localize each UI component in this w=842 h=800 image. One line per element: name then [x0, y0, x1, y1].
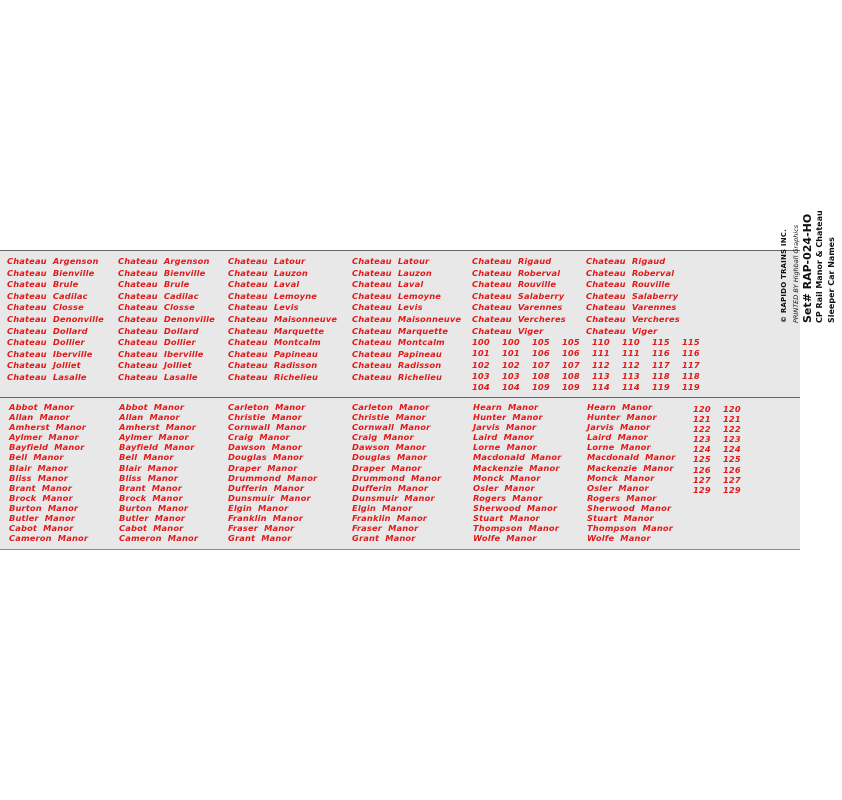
car-number: 114	[622, 382, 640, 393]
car-number: 117	[682, 359, 700, 370]
decal-name: Douglas Manor	[352, 452, 428, 463]
decal-name: Elgin Manor	[228, 502, 289, 513]
decal-name: Laird Manor	[587, 432, 648, 443]
decal-name: Chateau Rigaud	[586, 256, 666, 266]
car-number: 110	[622, 337, 640, 347]
decal-name: Burton Manor	[119, 502, 189, 513]
decal-name: Chateau Richelieu	[352, 371, 443, 382]
decal-name: Chateau Lauzon	[228, 267, 308, 278]
car-number: 111	[622, 348, 640, 359]
decal-name: Allan Manor	[119, 412, 180, 423]
car-number: 113	[592, 370, 610, 381]
chateau-column-2	[118, 256, 215, 384]
car-number: 105	[562, 337, 580, 347]
set-number: Set# RAP-024-HO	[801, 213, 814, 323]
sheet-subtitle: Sleeper Car Names	[827, 237, 836, 323]
decal-name: Chateau Montcalm	[228, 337, 321, 348]
chateau-column-5	[472, 256, 566, 337]
car-number: 105	[532, 337, 550, 347]
car-number: 123	[693, 434, 711, 445]
car-number: 109	[562, 382, 580, 393]
car-number: 120	[693, 404, 711, 414]
decal-name: Chateau Bienville	[118, 267, 206, 278]
decal-name: Brock Manor	[9, 492, 73, 503]
copyright-text: © RAPIDO TRAINS INC.	[780, 229, 788, 323]
car-number: 102	[502, 359, 520, 370]
chateau-column-3	[228, 256, 337, 384]
decal-name: Jarvis Manor	[587, 422, 651, 433]
decal-name: Craig Manor	[228, 432, 290, 443]
decal-name: Thompson Manor	[473, 523, 559, 534]
decal-name: Chateau Vercheres	[472, 313, 566, 324]
decal-name: Chateau Viger	[586, 325, 658, 336]
car-number: 109	[532, 382, 550, 393]
decal-name: Sherwood Manor	[473, 502, 558, 513]
decal-name: Mackenzie Manor	[587, 462, 674, 473]
decal-name: Cornwall Manor	[352, 422, 431, 433]
decal-name: Hunter Manor	[587, 412, 657, 423]
car-number: 122	[693, 424, 711, 435]
decal-name: Christie Manor	[228, 412, 302, 423]
decal-name: Chateau Papineau	[228, 348, 318, 359]
car-number-column-1	[693, 404, 711, 495]
sheet-title: CP Rail Manor & Chateau	[815, 210, 824, 323]
decal-name: Chateau Iberville	[7, 348, 93, 359]
decal-name: Chateau Lauzon	[352, 267, 432, 278]
decal-name: Monck Manor	[473, 472, 541, 483]
decal-name: Wolfe Manor	[587, 533, 651, 544]
decal-name: Cameron Manor	[9, 533, 89, 544]
decal-name: Amherst Manor	[119, 422, 197, 433]
car-number: 118	[682, 370, 700, 381]
decal-name: Chateau Roberval	[586, 267, 675, 278]
car-number: 106	[532, 348, 550, 359]
decal-name: Dufferin Manor	[352, 482, 429, 493]
decal-name: Hearn Manor	[587, 402, 653, 412]
decal-name: Hearn Manor	[473, 402, 539, 412]
car-number: 124	[693, 444, 711, 455]
decal-name: Butler Manor	[119, 513, 186, 524]
decal-name: Chateau Dollard	[118, 325, 199, 336]
manor-column-5	[473, 402, 561, 543]
decal-name: Chateau Levis	[352, 302, 423, 313]
decal-name: Bell Manor	[119, 452, 174, 463]
car-number: 124	[723, 444, 741, 455]
car-number: 102	[472, 359, 490, 370]
manor-column-1	[9, 402, 88, 543]
decal-name: Chateau Papineau	[352, 348, 442, 359]
decal-name: Hunter Manor	[473, 412, 543, 423]
decal-name: Chateau Dollier	[7, 337, 85, 348]
car-number: 115	[652, 337, 670, 347]
decal-name: Chateau Closse	[7, 302, 84, 313]
car-number: 112	[622, 359, 640, 370]
car-number: 119	[682, 382, 700, 393]
decal-name: Chateau Argenson	[118, 256, 210, 266]
decal-name: Brock Manor	[119, 492, 183, 503]
car-number: 100	[472, 337, 490, 347]
decal-name: Chateau Roberval	[472, 267, 561, 278]
car-number: 108	[562, 370, 580, 381]
decal-name: Butler Manor	[9, 513, 76, 524]
chateau-column-1	[7, 256, 104, 384]
car-number: 126	[723, 464, 741, 475]
car-number: 112	[592, 359, 610, 370]
car-number: 100	[502, 337, 520, 347]
manor-column-3	[228, 402, 317, 543]
decal-name: Chateau Brule	[118, 279, 190, 290]
decal-name: Franklin Manor	[228, 513, 304, 524]
car-number: 103	[502, 370, 520, 381]
car-number: 101	[472, 348, 490, 359]
manor-column-4	[352, 402, 441, 543]
decal-name: Chateau Denonville	[118, 313, 215, 324]
decal-name: Elgin Manor	[352, 502, 413, 513]
decal-name: Monck Manor	[587, 472, 655, 483]
decal-name: Bayfield Manor	[9, 442, 85, 453]
decal-name: Chateau Latour	[228, 256, 306, 266]
decal-name: Chateau Laval	[228, 279, 300, 290]
decal-name: Cabot Manor	[119, 523, 184, 534]
decal-name: Chateau Cadilac	[7, 290, 88, 301]
car-number: 116	[682, 348, 700, 359]
decal-name: Bell Manor	[9, 452, 64, 463]
decal-name: Chateau Vercheres	[586, 313, 680, 324]
decal-name: Chateau Argenson	[7, 256, 99, 266]
decal-name: Chateau Marquette	[228, 325, 325, 336]
decal-name: Drummond Manor	[352, 472, 442, 483]
decal-name: Blair Manor	[119, 462, 178, 473]
decal-name: Macdonald Manor	[473, 452, 562, 463]
decal-name: Stuart Manor	[587, 513, 654, 524]
decal-name: Draper Manor	[228, 462, 298, 473]
decal-name: Chateau Dollard	[7, 325, 88, 336]
decal-name: Chateau Brule	[7, 279, 79, 290]
decal-name: Sherwood Manor	[587, 502, 672, 513]
decal-name: Bayfield Manor	[119, 442, 195, 453]
decal-name: Chateau Lemoyne	[228, 290, 318, 301]
car-number: 114	[592, 382, 610, 393]
decal-name: Chateau Closse	[118, 302, 195, 313]
decal-name: Burton Manor	[9, 502, 79, 513]
car-number: 103	[472, 370, 490, 381]
decal-name: Bliss Manor	[9, 472, 69, 483]
decal-name: Abbot Manor	[119, 402, 185, 412]
car-number: 125	[693, 454, 711, 465]
car-number: 110	[592, 337, 610, 347]
car-number: 113	[622, 370, 640, 381]
decal-name: Macdonald Manor	[587, 452, 676, 463]
decal-name: Dufferin Manor	[228, 482, 305, 493]
decal-name: Aylmer Manor	[9, 432, 79, 443]
decal-name: Craig Manor	[352, 432, 414, 443]
number-row	[472, 337, 712, 348]
decal-name: Abbot Manor	[9, 402, 75, 412]
car-number: 125	[723, 454, 741, 465]
decal-name: Rogers Manor	[587, 492, 657, 503]
number-row	[472, 371, 712, 382]
decal-name: Chateau Montcalm	[352, 337, 445, 348]
decal-name: Blair Manor	[9, 462, 68, 473]
car-number-grid	[472, 337, 712, 393]
decal-name: Chateau Rouville	[586, 279, 671, 290]
decal-name: Laird Manor	[473, 432, 534, 443]
decal-name: Fraser Manor	[228, 523, 295, 534]
decal-name: Osler Manor	[587, 482, 649, 493]
decal-name: Chateau Lasalle	[118, 371, 198, 382]
decal-name: Chateau Salaberry	[586, 290, 679, 301]
car-number: 117	[652, 359, 670, 370]
decal-name: Stuart Manor	[473, 513, 540, 524]
car-number: 111	[592, 348, 610, 359]
car-number: 121	[723, 414, 741, 425]
decal-name: Brant Manor	[119, 482, 183, 493]
decal-name: Brant Manor	[9, 482, 73, 493]
decal-name: Chateau Cadilac	[118, 290, 199, 301]
decal-name: Carleton Manor	[228, 402, 306, 412]
decal-name: Jarvis Manor	[473, 422, 537, 433]
decal-name: Chateau Laval	[352, 279, 424, 290]
car-number: 106	[562, 348, 580, 359]
decal-name: Chateau Viger	[472, 325, 544, 336]
decal-name: Chateau Lemoyne	[352, 290, 442, 301]
decal-name: Cornwall Manor	[228, 422, 307, 433]
decal-name: Allan Manor	[9, 412, 70, 423]
decal-name: Douglas Manor	[228, 452, 304, 463]
car-number: 129	[693, 484, 711, 495]
decal-name: Dunsmuir Manor	[228, 492, 311, 503]
decal-name: Chateau Varennes	[472, 302, 563, 313]
decal-name: Lorne Manor	[473, 442, 537, 453]
manor-column-2	[119, 402, 198, 543]
decal-name: Chateau Iberville	[118, 348, 204, 359]
decal-name: Chateau Varennes	[586, 302, 677, 313]
decal-name: Drummond Manor	[228, 472, 318, 483]
decal-name: Chateau Radisson	[228, 360, 318, 371]
decal-name: Draper Manor	[352, 462, 422, 473]
decal-name: Wolfe Manor	[473, 533, 537, 544]
decal-name: Fraser Manor	[352, 523, 419, 534]
decal-name: Chateau Bienville	[7, 267, 95, 278]
decal-name: Christie Manor	[352, 412, 426, 423]
car-number: 115	[682, 337, 700, 347]
decal-name: Cabot Manor	[9, 523, 74, 534]
number-row	[472, 382, 712, 393]
sheet-bottom-edge	[0, 549, 800, 550]
car-number: 116	[652, 348, 670, 359]
decal-name: Chateau Marquette	[352, 325, 449, 336]
decal-name: Osler Manor	[473, 482, 535, 493]
number-row	[472, 360, 712, 371]
decal-name: Rogers Manor	[473, 492, 543, 503]
decal-name: Dawson Manor	[228, 442, 302, 453]
car-number: 119	[652, 382, 670, 393]
sheet-top-edge	[0, 250, 800, 251]
decal-name: Thompson Manor	[587, 523, 673, 534]
decal-name: Chateau Levis	[228, 302, 299, 313]
car-number: 127	[723, 474, 741, 485]
car-number: 120	[723, 404, 741, 414]
sheet-divider	[0, 397, 800, 398]
car-number: 107	[532, 359, 550, 370]
decal-name: Lorne Manor	[587, 442, 651, 453]
car-number: 104	[502, 382, 520, 393]
car-number: 104	[472, 382, 490, 393]
chateau-column-6	[586, 256, 680, 337]
decal-name: Chateau Richelieu	[228, 371, 319, 382]
decal-name: Chateau Rouville	[472, 279, 557, 290]
decal-name: Chateau Rigaud	[472, 256, 552, 266]
car-number: 129	[723, 484, 741, 495]
decal-name: Chateau Latour	[352, 256, 430, 266]
decal-name: Dawson Manor	[352, 442, 426, 453]
decal-name: Chateau Radisson	[352, 360, 442, 371]
decal-name: Chateau Denonville	[7, 313, 104, 324]
sheet-side-label	[778, 203, 842, 323]
decal-name: Mackenzie Manor	[473, 462, 560, 473]
car-number: 118	[652, 370, 670, 381]
decal-name: Chateau Jolliet	[7, 360, 81, 371]
decal-name: Chateau Jolliet	[118, 360, 192, 371]
car-number: 127	[693, 474, 711, 485]
car-number: 126	[693, 464, 711, 475]
printer-credit: PRINTED BY Highball Graphics	[792, 224, 800, 323]
number-row	[472, 348, 712, 359]
car-number: 108	[532, 370, 550, 381]
decal-name: Grant Manor	[228, 533, 292, 544]
decal-name: Grant Manor	[352, 533, 416, 544]
decal-name: Chateau Maisonneuve	[352, 313, 462, 324]
decal-name: Chateau Dollier	[118, 337, 196, 348]
decal-name: Bliss Manor	[119, 472, 179, 483]
decal-name: Carleton Manor	[352, 402, 430, 412]
car-number: 107	[562, 359, 580, 370]
car-number: 101	[502, 348, 520, 359]
decal-name: Cameron Manor	[119, 533, 199, 544]
car-number-column-2	[723, 404, 741, 495]
decal-name: Amherst Manor	[9, 422, 87, 433]
decal-name: Chateau Salaberry	[472, 290, 565, 301]
chateau-column-4	[352, 256, 461, 384]
car-number: 122	[723, 424, 741, 435]
decal-name: Aylmer Manor	[119, 432, 189, 443]
car-number: 123	[723, 434, 741, 445]
car-number: 121	[693, 414, 711, 425]
decal-name: Franklin Manor	[352, 513, 428, 524]
decal-name: Chateau Lasalle	[7, 371, 87, 382]
decal-name: Dunsmuir Manor	[352, 492, 435, 503]
manor-column-6	[587, 402, 675, 543]
decal-name: Chateau Maisonneuve	[228, 313, 338, 324]
